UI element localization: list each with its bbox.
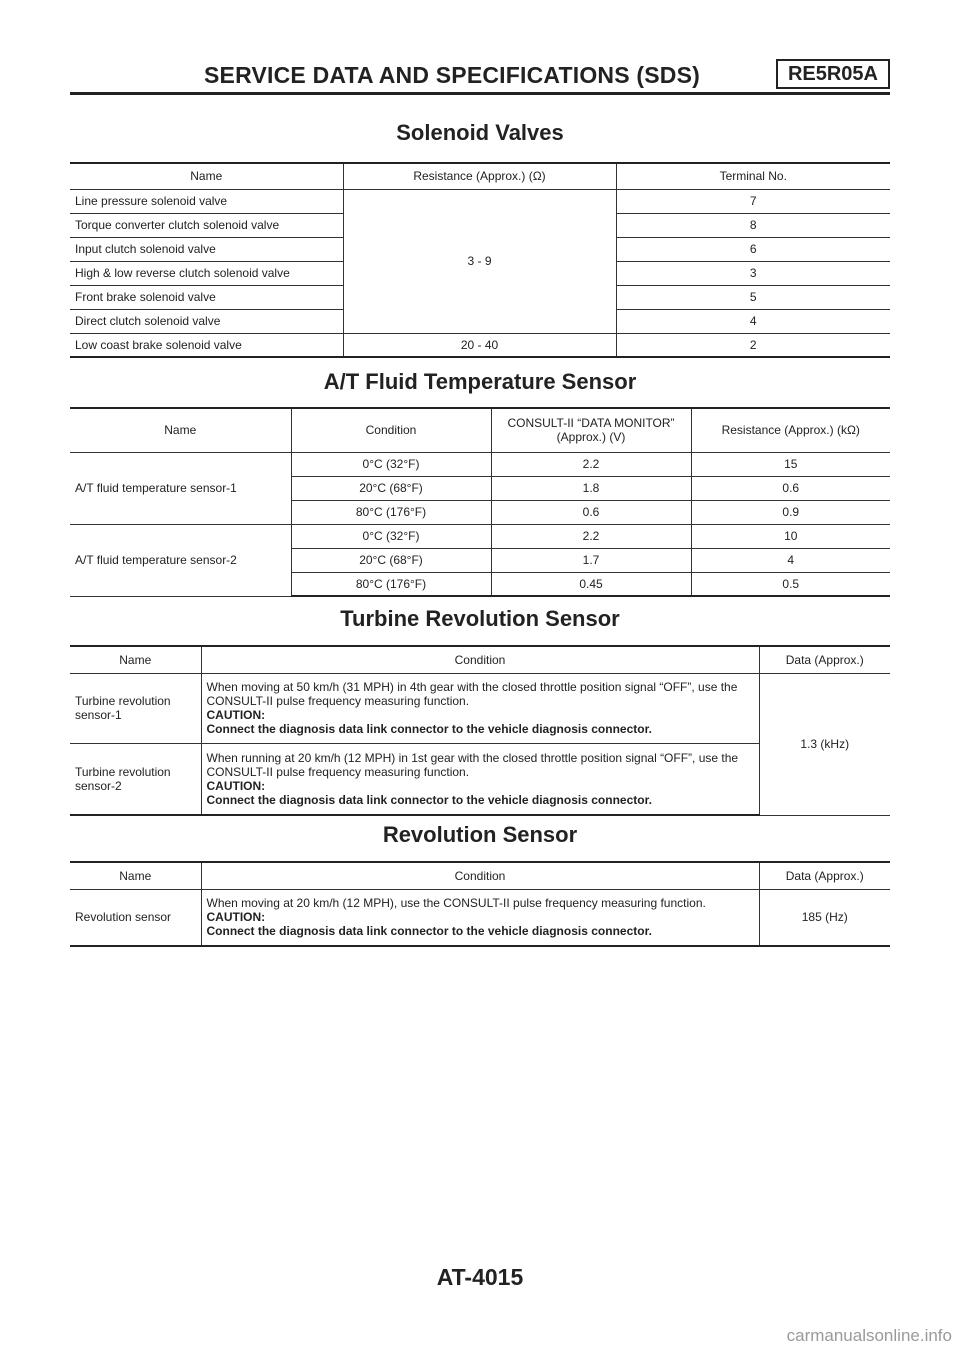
page-header: [70, 46, 890, 96]
condition-text: When moving at 20 km/h (12 MPH), use the CONSULT-II pulse frequency measuring function.: [206, 896, 706, 911]
voltage-value: 2.2: [491, 452, 691, 476]
terminal-number: 4: [616, 309, 890, 333]
data-value: 185 (Hz): [759, 889, 890, 946]
column-header-terminal: Terminal No.: [616, 163, 890, 189]
column-header-resistance: Resistance (Approx.) (Ω): [343, 163, 616, 189]
voltage-value: 1.8: [491, 476, 691, 500]
turbine-revolution-sensor-table: [70, 645, 890, 816]
column-header-name: Name: [70, 862, 201, 889]
column-header-name: Name: [70, 646, 201, 673]
fluid-temperature-sensor-table: [70, 407, 890, 597]
terminal-number: 2: [616, 333, 890, 357]
valve-name: Torque converter clutch solenoid valve: [70, 213, 343, 237]
table-header-row: [70, 408, 890, 452]
data-value: 1.3 (kHz): [759, 673, 890, 815]
column-header-name: Name: [70, 408, 291, 452]
column-header-condition: Condition: [291, 408, 491, 452]
table-row: [70, 524, 890, 548]
condition-text: When moving at 50 km/h (31 MPH) in 4th gear with the closed throttle position signal “OFF”, use the CONSULT-II pulse frequency measuring function.: [206, 680, 738, 708]
valve-name: Front brake solenoid valve: [70, 285, 343, 309]
table-header-row: [70, 862, 890, 889]
terminal-number: 8: [616, 213, 890, 237]
voltage-value: 2.2: [491, 524, 691, 548]
caution-label: CAUTION:: [206, 910, 266, 925]
table-row: [70, 889, 890, 946]
condition-cell: [201, 743, 759, 815]
voltage-value: 0.6: [491, 500, 691, 524]
caution-text: Connect the diagnosis data link connector to the vehicle diagnosis connector.: [206, 722, 652, 736]
header-rule: [70, 92, 890, 95]
table-header-row: [70, 646, 890, 673]
caution-label: CAUTION:: [206, 778, 266, 793]
temperature-condition: 20°C (68°F): [291, 476, 491, 500]
sensor-name: A/T fluid temperature sensor-1: [70, 452, 291, 524]
resistance-value: 15: [691, 452, 890, 476]
voltage-value: 1.7: [491, 548, 691, 572]
merged-resistance-value: 3 - 9: [343, 189, 616, 333]
terminal-number: 3: [616, 261, 890, 285]
column-header-data: Data (Approx.): [759, 862, 890, 889]
temperature-condition: 20°C (68°F): [291, 548, 491, 572]
resistance-value: 0.9: [691, 500, 890, 524]
caution-text: Connect the diagnosis data link connector to the vehicle diagnosis connector.: [206, 792, 652, 807]
condition-text: When running at 20 km/h (12 MPH) in 1st gear with the closed throttle position signal “OFF”, use the CONSULT-II pulse frequency measuring function.: [206, 750, 739, 779]
watermark-text: carmanualsonline.info: [786, 1326, 952, 1345]
valve-name: Input clutch solenoid valve: [70, 237, 343, 261]
valve-name: Low coast brake solenoid valve: [70, 333, 343, 357]
resistance-value: 0.6: [691, 476, 890, 500]
resistance-value: 20 - 40: [343, 333, 616, 357]
condition-cell: [201, 889, 759, 946]
condition-cell: [201, 673, 759, 743]
terminal-number: 6: [616, 237, 890, 261]
temperature-condition: 0°C (32°F): [291, 452, 491, 476]
section-title-turbine-revolution-sensor: Turbine Revolution Sensor: [340, 606, 620, 631]
table-row: [70, 452, 890, 476]
terminal-number: 5: [616, 285, 890, 309]
sensor-name: Turbine revolution sensor-2: [70, 743, 201, 815]
temperature-condition: 80°C (176°F): [291, 572, 491, 596]
resistance-value: 10: [691, 524, 890, 548]
valve-name: Line pressure solenoid valve: [70, 189, 343, 213]
terminal-number: 7: [616, 189, 890, 213]
column-header-condition: Condition: [201, 646, 759, 673]
section-title-solenoid-valves: Solenoid Valves: [396, 120, 564, 145]
resistance-value: 4: [691, 548, 890, 572]
column-header-data-monitor: CONSULT-II “DATA MONITOR” (Approx.) (V): [491, 408, 691, 452]
table-row: [70, 189, 890, 213]
solenoid-valves-table: [70, 162, 890, 358]
sensor-name: Turbine revolution sensor-1: [70, 673, 201, 743]
resistance-value: 0.5: [691, 572, 890, 596]
column-header-resistance: Resistance (Approx.) (kΩ): [691, 408, 890, 452]
table-row: [70, 673, 890, 743]
sensor-name: A/T fluid temperature sensor-2: [70, 524, 291, 596]
column-header-data: Data (Approx.): [759, 646, 890, 673]
table-row: [70, 333, 890, 357]
sensor-name: Revolution sensor: [70, 889, 201, 946]
valve-name: Direct clutch solenoid valve: [70, 309, 343, 333]
section-title-fluid-temperature-sensor: A/T Fluid Temperature Sensor: [323, 369, 637, 394]
section-title-revolution-sensor: Revolution Sensor: [382, 822, 578, 847]
page-number: AT-4015: [436, 1264, 524, 1290]
valve-name: High & low reverse clutch solenoid valve: [70, 261, 343, 285]
header-title: SERVICE DATA AND SPECIFICATIONS (SDS): [204, 62, 700, 88]
column-header-condition: Condition: [201, 862, 759, 889]
table-header-row: [70, 163, 890, 189]
temperature-condition: 80°C (176°F): [291, 500, 491, 524]
column-header-name: Name: [70, 163, 343, 189]
voltage-value: 0.45: [491, 572, 691, 596]
revolution-sensor-table: [70, 861, 890, 947]
caution-label: CAUTION:: [206, 708, 266, 722]
header-model-badge: RE5R05A: [776, 59, 890, 89]
temperature-condition: 0°C (32°F): [291, 524, 491, 548]
caution-text: Connect the diagnosis data link connector to the vehicle diagnosis connector.: [206, 924, 652, 939]
